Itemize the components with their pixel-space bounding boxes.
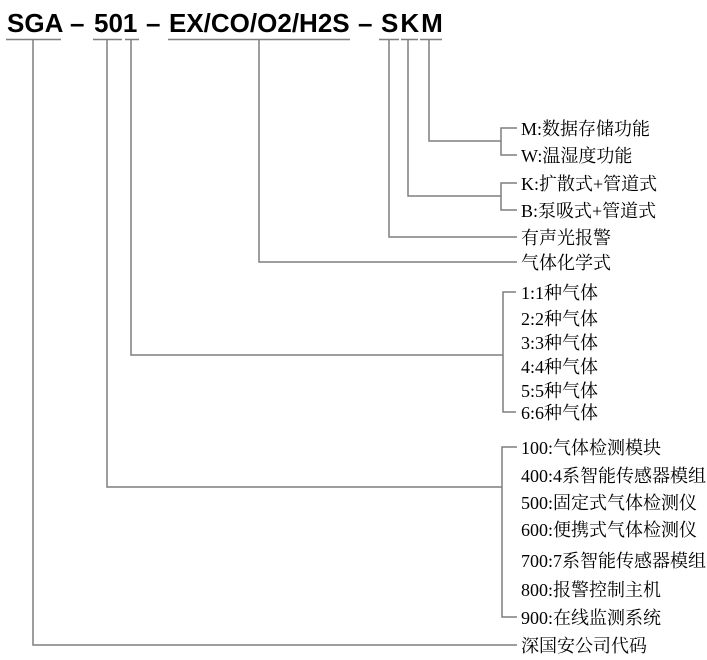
- label-series-600-portable-detector: 600:便携式气体检测仪: [521, 520, 698, 540]
- label-gas-count-1: 1:1种气体: [521, 283, 599, 303]
- separator-1: –: [70, 8, 85, 38]
- label-gas-count-5: 5:5种气体: [521, 381, 599, 401]
- label-suffix-k-diffusion: K:扩散式+管道式: [521, 174, 658, 194]
- bracket-gas-count: [503, 292, 516, 412]
- model-gas-list: EX/CO/O2/H2S: [169, 8, 350, 38]
- separator-3: –: [358, 8, 373, 38]
- label-suffix-b-pump: B:泵吸式+管道式: [521, 201, 657, 221]
- line-m-to-mw-bracket: [429, 40, 501, 141]
- line-prefix-to-company: [33, 40, 517, 645]
- model-suffix: SKM: [381, 8, 445, 38]
- separator-2: –: [146, 8, 161, 38]
- label-gas-count-3: 3:3种气体: [521, 333, 599, 353]
- bracket-series: [502, 447, 517, 617]
- line-k-to-kb-bracket: [408, 40, 501, 196]
- label-series-900-online-monitoring: 900:在线监测系统: [521, 608, 662, 628]
- line-gaslist-to-chem: [259, 40, 517, 262]
- label-gas-chemical-formula: 气体化学式: [521, 253, 611, 273]
- label-series-700-sensor-module: 700:7系智能传感器模组: [521, 551, 707, 571]
- bracket-mw: [501, 128, 517, 155]
- label-gas-count-6: 6:6种气体: [521, 403, 599, 423]
- label-series-500-fixed-detector: 500:固定式气体检测仪: [521, 493, 698, 513]
- label-company-code: 深国安公司代码: [521, 636, 647, 656]
- line-hundreds-to-series-bracket: [107, 40, 502, 487]
- label-suffix-m-data-storage: M:数据存储功能: [521, 119, 651, 139]
- label-gas-count-2: 2:2种气体: [521, 309, 599, 329]
- bracket-kb: [501, 183, 517, 210]
- label-series-800-alarm-controller: 800:报警控制主机: [521, 580, 662, 600]
- label-gas-count-4: 4:4种气体: [521, 357, 599, 377]
- label-series-100-module: 100:气体检测模块: [521, 438, 662, 458]
- model-series: 501: [94, 8, 138, 38]
- line-units-to-gascount-bracket: [131, 40, 503, 355]
- label-suffix-s-alarm: 有声光报警: [521, 228, 611, 248]
- label-series-400-sensor-module: 400:4系智能传感器模组: [521, 466, 707, 486]
- model-prefix: SGA: [7, 8, 64, 38]
- label-suffix-w-temp-humidity: W:温湿度功能: [521, 146, 633, 166]
